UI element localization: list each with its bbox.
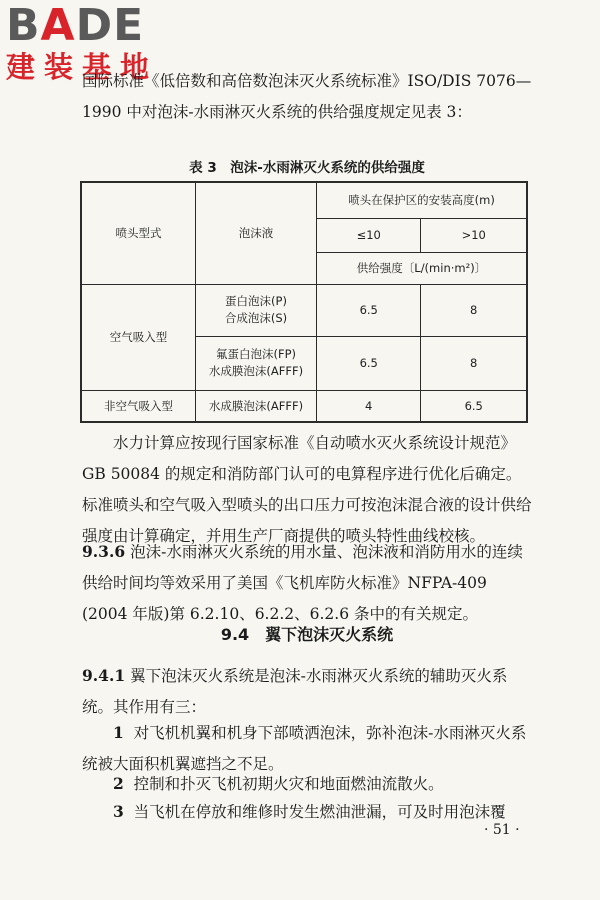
value-cell: 8 xyxy=(421,336,527,390)
intensity-table xyxy=(80,181,528,423)
header-foam: 泡沫液 xyxy=(196,182,317,284)
value-cell: 6.5 xyxy=(317,284,421,336)
value-cell: 6.5 xyxy=(317,336,421,390)
header-height-le10: ≤10 xyxy=(317,218,421,252)
header-nozzle-type: 喷头型式 xyxy=(81,182,196,284)
table-caption: 表 3 泡沫-水雨淋灭火系统的供给强度 xyxy=(189,160,425,176)
logo-subtitle: 建装基地 xyxy=(6,50,159,84)
clause-text: 泡沫-水雨淋灭火系统的用水量、泡沫液和消防用水的连续供给时间均等效采用了美国《飞机库防火标准》NFPA-409 (2004 年版)第 6.2.10、6.2.2、6.2.6 条中的有关规定。 xyxy=(82,543,523,623)
group-non-air-aspirating: 非空气吸入型 xyxy=(81,390,196,422)
section-title: 9.4 翼下泡沫灭火系统 xyxy=(220,625,394,644)
foam-cell: 水成膜泡沫(AFFF) xyxy=(196,390,317,422)
clause-number: 9.4.1 xyxy=(82,666,126,685)
header-height-gt10: >10 xyxy=(421,218,527,252)
clause-9-3-6 xyxy=(82,536,532,630)
item-text: 控制和扑灭飞机初期火灾和地面燃油流散火。 xyxy=(133,775,444,793)
value-cell: 8 xyxy=(421,284,527,336)
value-cell: 4 xyxy=(317,390,421,422)
item-number: 2 xyxy=(113,774,124,793)
header-install-height: 喷头在保护区的安装高度(m) xyxy=(317,182,528,218)
paragraph-hydraulic: 水力计算应按现行国家标准《自动喷水灭火系统设计规范》GB 50084 的规定和消防部门认可的电算程序进行优化后确定。标准喷头和空气吸入型喷头的出口压力可按泡沫混合液的设计供给强度由计算确定，并用生产厂商提供的喷头特性曲线校核。 xyxy=(82,434,532,545)
item-number: 3 xyxy=(113,802,124,821)
intro-paragraph: 国际标准《低倍数和高倍数泡沫灭火系统标准》ISO/DIS 7076—1990 中对泡沫-水雨淋灭火系统的供给强度规定见表 3： xyxy=(82,72,532,121)
clause-text: 翼下泡沫灭火系统是泡沫-水雨淋灭火系统的辅助灭火系统。其作用有三： xyxy=(82,667,508,716)
item-number: 1 xyxy=(113,723,124,742)
item-text: 当飞机在停放和维修时发生燃油泄漏，可及时用泡沫覆 xyxy=(133,803,506,821)
page-number: · 51 · xyxy=(484,822,520,838)
logo-brand: BADE xyxy=(6,0,145,51)
clause-number: 9.3.6 xyxy=(82,542,126,561)
header-intensity: 供给强度〔L/(min·m²)〕 xyxy=(317,252,528,284)
foam-cell: 氟蛋白泡沫(FP) 水成膜泡沫(AFFF) xyxy=(196,336,317,390)
item-text: 对飞机机翼和机身下部喷洒泡沫，弥补泡沫-水雨淋灭火系统被大面积机翼遮挡之不足。 xyxy=(82,724,527,773)
group-air-aspirating: 空气吸入型 xyxy=(81,284,196,390)
list-item xyxy=(82,796,532,828)
clause-9-4-1 xyxy=(82,660,532,723)
foam-cell: 蛋白泡沫(P) 合成泡沫(S) xyxy=(196,284,317,336)
value-cell: 6.5 xyxy=(421,390,527,422)
